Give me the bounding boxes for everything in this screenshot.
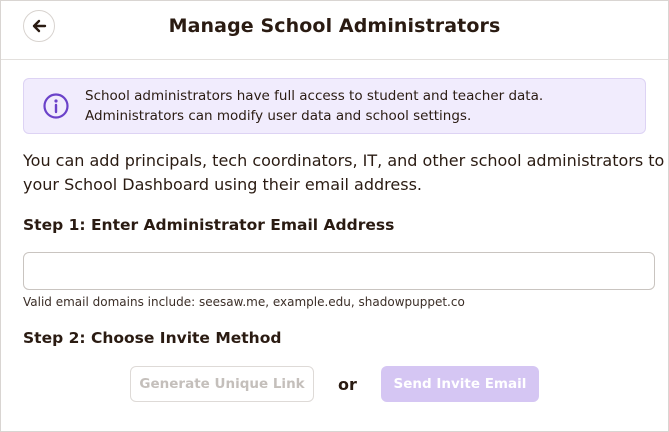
admin-email-input[interactable] <box>23 252 655 290</box>
info-circle-icon <box>42 92 70 120</box>
email-domain-helper: Valid email domains include: seesaw.me, example.edu, shadowpuppet.co <box>23 295 465 309</box>
header <box>1 1 668 60</box>
info-banner-text <box>85 86 543 126</box>
generate-link-button[interactable]: Generate Unique Link <box>130 366 314 402</box>
intro-text <box>23 149 665 197</box>
info-banner-line: Administrators can modify user data and school settings. <box>85 108 472 124</box>
invite-actions <box>23 366 646 402</box>
send-invite-email-button[interactable]: Send Invite Email <box>381 366 539 402</box>
main-content <box>1 78 668 402</box>
info-banner-line: School administrators have full access to student and teacher data. <box>85 88 544 104</box>
step1-heading: Step 1: Enter Administrator Email Address <box>23 216 395 234</box>
intro-line: your School Dashboard using their email address. <box>23 175 422 194</box>
or-separator: or <box>338 374 357 394</box>
step2-heading: Step 2: Choose Invite Method <box>23 329 282 347</box>
info-banner <box>23 78 646 134</box>
intro-line: You can add principals, tech coordinators, IT, and other school administrators to <box>23 151 665 170</box>
page-title: Manage School Administrators <box>168 15 501 37</box>
